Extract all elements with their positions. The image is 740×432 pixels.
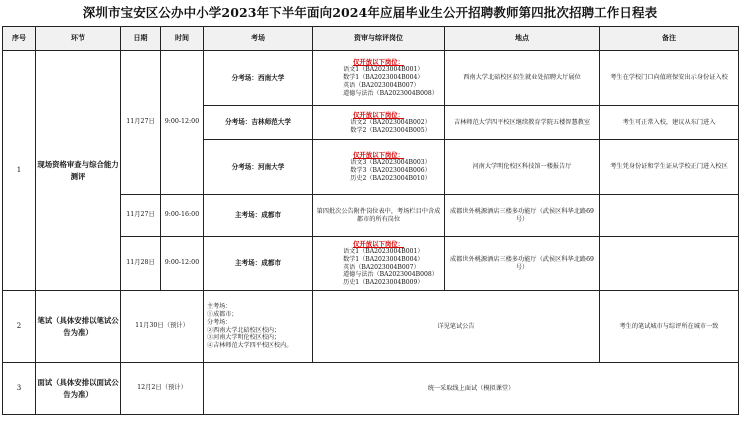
- position-item: 语文2（BA2023004B002）: [350, 118, 431, 126]
- positions-notice: 仅开放以下岗位：: [352, 58, 405, 67]
- note-cell: 考生在学校门口向值班保安出示身份证入校: [600, 51, 739, 106]
- date-cell: 11月27日: [121, 51, 161, 195]
- table-row: [3, 363, 739, 415]
- positions-cell: 第四批次公告附件岗位表中，考场栏目中含成都市的所有岗位: [313, 195, 445, 237]
- time-cell: 9:00-12:00: [161, 237, 204, 291]
- header-positions: 资审与综评岗位: [313, 27, 445, 51]
- note-cell: [600, 195, 739, 237]
- venue-line: 主考场：: [207, 303, 232, 311]
- location-cell: 成都世外桃源酒店三楼多功能厅（武侯区科华北路69号）: [445, 237, 600, 291]
- header-time: 时间: [161, 27, 204, 51]
- positions-cell: [313, 106, 445, 140]
- location-cell: 西南大学北碚校区招生就业处招聘大厅展位: [445, 51, 600, 106]
- venue-cell: 分考场：吉林师范大学: [204, 106, 313, 140]
- location-cell: 河南大学明伦校区科技馆一楼报告厅: [445, 140, 600, 195]
- date-cell: 11月27日: [121, 195, 161, 237]
- position-item: 数学1（BA2023004B004）: [343, 74, 424, 82]
- venue-cell: [204, 291, 313, 363]
- position-item: 历史2（BA2023004B010）: [350, 174, 431, 182]
- header-date: 日期: [121, 27, 161, 51]
- positions-notice: 仅开放以下岗位：: [352, 110, 405, 119]
- position-item: 数学2（BA2023004B005）: [350, 126, 431, 134]
- position-item: 英语（BA2023004B007）: [343, 82, 420, 90]
- merged-cell: 详见笔试公告: [313, 291, 600, 363]
- positions-notice: 仅开放以下岗位：: [352, 239, 405, 248]
- date-cell: 11月30日（预计）: [121, 291, 204, 363]
- note-cell: [600, 237, 739, 291]
- time-cell: 9:00-12:00: [161, 51, 204, 195]
- location-cell: 成都世外桃源酒店三楼多功能厅（武侯区科华北路69号）: [445, 195, 600, 237]
- venue-line: ③河南大学明伦校区校内；: [207, 334, 281, 342]
- link-cell: 面试（具体安排以面试公告为准）: [36, 363, 121, 415]
- header-location: 地点: [445, 27, 600, 51]
- link-cell: 现场资格审查与综合能力测评: [36, 51, 121, 291]
- positions-cell: [313, 140, 445, 195]
- position-item: 语文3（BA2023004B003）: [350, 159, 431, 167]
- venue-cell: 分考场：西南大学: [204, 51, 313, 106]
- position-item: 英语（BA2023004B007）: [343, 263, 420, 271]
- seq-cell: 1: [3, 51, 36, 291]
- link-cell: 笔试（具体安排以笔试公告为准）: [36, 291, 121, 363]
- venue-line: ①成都市；: [207, 310, 238, 318]
- seq-cell: 3: [3, 363, 36, 415]
- date-cell: 11月28日: [121, 237, 161, 291]
- venue-cell: 分考场：河南大学: [204, 140, 313, 195]
- merged-cell: 统一采取线上面试（模拟课堂）: [204, 363, 739, 415]
- time-cell: 9:00-16:00: [161, 195, 204, 237]
- date-cell: 12月2日（预计）: [121, 363, 204, 415]
- venue-cell: 主考场：成都市: [204, 195, 313, 237]
- schedule-table: [2, 26, 739, 415]
- position-item: 数学1（BA2023004B004）: [343, 255, 424, 263]
- table-row: [3, 51, 739, 106]
- venue-line: ④吉林师范大学四平校区校内。: [207, 342, 293, 350]
- position-item: 语文1（BA2023004B001）: [343, 66, 424, 74]
- venue-line: ②西南大学北碚校区校内；: [207, 326, 281, 334]
- page-title: 深圳市宝安区公办中小学2023年下半年面向2024年应届毕业生公开招聘教师第四批次招聘工作日程表: [82, 5, 658, 20]
- table-row: [3, 291, 739, 363]
- position-item: 语文1（BA2023004B001）: [343, 248, 424, 256]
- position-item: 道德与法治（BA2023004B008）: [343, 89, 438, 97]
- note-cell: 考生的笔试城市与综评所在城市一致: [600, 291, 739, 363]
- table-header-row: [3, 27, 739, 51]
- venue-cell: 主考场：成都市: [204, 237, 313, 291]
- position-item: 历史1（BA2023004B009）: [343, 279, 424, 287]
- location-cell: 吉林师范大学四平校区继续教育学院五楼智慧教室: [445, 106, 600, 140]
- header-link: 环节: [36, 27, 121, 51]
- positions-notice: 仅开放以下岗位：: [352, 151, 405, 160]
- position-item: 数学3（BA2023004B006）: [350, 167, 431, 175]
- position-item: 道德与法治（BA2023004B008）: [343, 271, 438, 279]
- positions-cell: [313, 237, 445, 291]
- note-cell: 考生可正常入校，建议从东门进入: [600, 106, 739, 140]
- header-venue: 考场: [204, 27, 313, 51]
- note-cell: 考生凭身份证和学生证从学校正门进入校区: [600, 140, 739, 195]
- positions-cell: [313, 51, 445, 106]
- header-note: 备注: [600, 27, 739, 51]
- seq-cell: 2: [3, 291, 36, 363]
- venue-line: 分考场：: [207, 318, 232, 326]
- header-seq: 序号: [3, 27, 36, 51]
